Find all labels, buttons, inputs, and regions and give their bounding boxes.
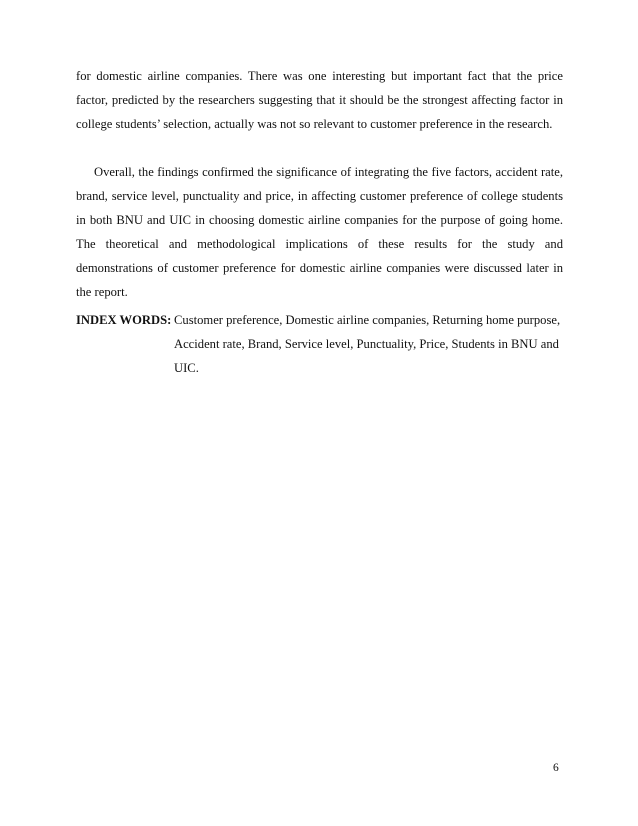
paragraph-continued: for domestic airline companies. There was one interesting but important fact that the price factor, predicted by the researchers suggesting that it should be the strongest affecting factor in college students’ selection, actually was not so relevant to customer preference in the research. (76, 69, 563, 131)
index-words-line: Accident rate, Brand, Service level, Punctuality, Price, Students in BNU and (174, 337, 559, 351)
index-words-line: Customer preference, Domestic airline companies, Returning home purpose, (174, 313, 561, 327)
body-text (76, 64, 563, 304)
index-words-list (174, 308, 576, 380)
index-words-label: INDEX WORDS: (76, 313, 172, 327)
index-words-section (76, 308, 576, 380)
index-words-line: UIC. (174, 361, 199, 375)
page-number: 6 (553, 762, 559, 774)
paragraph-findings: Overall, the findings confirmed the significance of integrating the five factors, accident rate, brand, service level, punctuality and price, in affecting customer preference of college students in both BNU and UIC in choosing domestic airline companies for the purpose of going home. The theoretical and methodological implications of these results for the study and demonstrations of customer preference for domestic airline companies were discussed later in the report. (76, 165, 563, 299)
index-words-row (76, 308, 576, 380)
